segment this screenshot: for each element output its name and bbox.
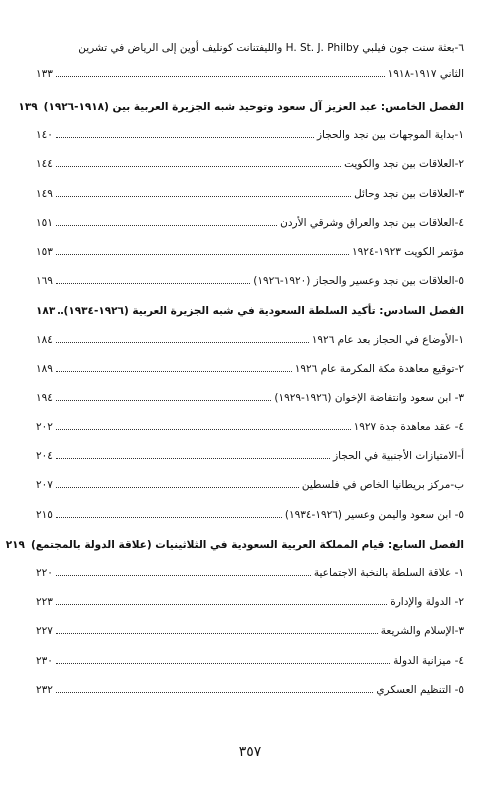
toc-page-number: ٢١٩ — [5, 538, 25, 551]
toc-entry — [36, 242, 464, 271]
dot-leader — [56, 154, 341, 167]
dot-leader — [56, 446, 330, 459]
toc-page-number: ١٨٤ — [36, 333, 53, 346]
toc-chapter-entry — [5, 534, 464, 563]
dot-leader — [56, 563, 311, 576]
toc-entry-title: ١-الأوضاع في الحجاز بعد عام ١٩٢٦ — [311, 333, 464, 346]
toc-entry-title: ٥- ابن سعود واليمن وعسير (١٩٢٦-١٩٣٤) — [284, 508, 464, 521]
toc-entry-title: ٤- ميزانية الدولة — [393, 654, 464, 667]
toc-entry — [36, 651, 464, 680]
dot-leader — [56, 242, 349, 255]
toc-entry-title: ٣-الإسلام والشريعة — [380, 625, 464, 638]
dot-leader — [56, 213, 277, 226]
dot-leader — [56, 125, 314, 138]
toc-entry — [36, 417, 464, 446]
toc-chapter-title: الفصل السابع: قيام المملكة العربية السعودية في الثلاثينيات (علاقة الدولة بالمجتمع) — [30, 538, 464, 551]
toc-entry — [36, 213, 464, 242]
toc-entry-title: ٤-العلاقات بين نجد والعراق وشرقي الأردن — [280, 216, 464, 229]
toc-entry — [36, 505, 464, 534]
toc-page-number: ٢٣٢ — [36, 683, 53, 696]
toc-entry-line — [36, 38, 464, 58]
toc-chapter-title: الفصل السادس: تأكيد السلطة السعودية في شبه الجزيرة العربية (١٩٢٦-١٩٣٤) — [63, 305, 464, 318]
toc-page-number: ٢٠٤ — [36, 450, 53, 463]
toc-entry-title: ٢-العلاقات بين نجد والكويت — [344, 158, 464, 171]
toc-page-number: ١٤٩ — [36, 187, 53, 200]
toc-entry — [36, 475, 464, 504]
dot-leader — [58, 300, 60, 314]
toc-page-number: ١٨٩ — [36, 362, 53, 375]
page-number: ٣٥٧ — [238, 744, 262, 760]
toc-chapter-title: الفصل الخامس: عبد العزيز آل سعود وتوحيد شبه الجزيرة العربية بين (١٩١٨-١٩٢٦) — [43, 101, 464, 113]
toc-entry-title: ب-مركز بريطانيا الخاص في فلسطين — [301, 479, 464, 492]
dot-leader — [56, 359, 292, 372]
dot-leader — [56, 680, 373, 693]
toc-entry-title: ١- علاقة السلطة بالنخبة الاجتماعية — [313, 567, 464, 579]
toc-page-number: ١٤٠ — [36, 129, 53, 142]
toc-entry — [36, 621, 464, 650]
toc-page-number: ١٦٩ — [36, 275, 53, 288]
toc-entry — [36, 184, 464, 213]
toc-entry-title: مؤتمر الكويت ١٩٢٣-١٩٢٤ — [351, 245, 464, 258]
toc-page-number: ١٨٣ — [36, 305, 56, 318]
dot-leader — [56, 505, 282, 518]
toc-entry — [36, 446, 464, 475]
toc-page-number: ١٣٩ — [18, 101, 38, 113]
toc-entry — [36, 330, 464, 359]
dot-leader — [56, 271, 250, 284]
toc-page-number: ٢٣٠ — [36, 654, 53, 667]
toc-page-number: ١٣٣ — [36, 68, 53, 80]
dot-leader — [56, 388, 271, 401]
toc-entry-title: ٦-بعثة سنت جون فيلبي H. St. J. Philby والليفتنانت كونليف أوين إلى الرياض في تشرين — [78, 42, 464, 54]
toc-page-number: ٢١٥ — [36, 508, 53, 521]
toc-entry-title: ٣-العلاقات بين نجد وحائل — [354, 187, 464, 200]
toc-page-number: ١٥٣ — [36, 245, 53, 258]
toc-entry — [36, 154, 464, 183]
toc-page-number: ٢٠٢ — [36, 421, 53, 434]
toc-entry-line — [36, 64, 464, 84]
dot-leader — [56, 184, 351, 197]
dot-leader — [56, 592, 387, 605]
toc-page-number: ٢٠٧ — [36, 479, 53, 492]
toc-chapter-entry — [18, 96, 464, 125]
toc-entry — [36, 388, 464, 417]
toc-page-number: ٢٢٣ — [36, 596, 53, 609]
dot-leader — [56, 621, 378, 634]
toc-entry-title: ٢- الدولة والإدارة — [390, 596, 464, 609]
toc-entry-title: ٥- التنظيم العسكري — [376, 683, 464, 696]
dot-leader — [56, 330, 309, 343]
toc-page-number: ١٥١ — [36, 216, 53, 229]
toc-page-number: ١٤٤ — [36, 158, 53, 171]
toc-entry-title: الثاني ١٩١٧-١٩١٨ — [387, 68, 464, 80]
toc-entry — [36, 680, 464, 709]
toc-chapter-entry — [36, 300, 464, 329]
toc-entry-title: ٢-توقيع معاهدة مكة المكرمة عام ١٩٢٦ — [294, 362, 464, 375]
toc-entry-title: ١-بداية الموجهات بين نجد والحجاز — [316, 129, 464, 142]
table-of-contents — [5, 38, 464, 709]
toc-page-number: ٢٢٧ — [36, 625, 53, 638]
toc-entry-title: ٤- عقد معاهدة جدة ١٩٢٧ — [353, 421, 464, 434]
toc-entry — [36, 125, 464, 154]
toc-entry — [36, 563, 464, 592]
dot-leader — [56, 651, 390, 664]
toc-entry — [36, 38, 464, 96]
toc-entry — [36, 592, 464, 621]
toc-entry-title: ٣- ابن سعود وانتفاضة الإخوان (١٩٢٦-١٩٢٩) — [274, 391, 464, 404]
dot-leader — [56, 64, 385, 77]
dot-leader — [56, 475, 299, 488]
toc-entry-title: ٥-العلاقات بين نجد وعسير والحجاز (١٩٢٠-١٩٢٦) — [253, 275, 464, 288]
toc-entry-title: أ-الامتيازات الأجنبية في الحجاز — [333, 450, 464, 463]
toc-entry — [36, 271, 464, 300]
toc-page-number: ١٩٤ — [36, 391, 53, 404]
toc-entry — [36, 359, 464, 388]
toc-page-number: ٢٢٠ — [36, 567, 53, 579]
dot-leader — [56, 417, 351, 430]
